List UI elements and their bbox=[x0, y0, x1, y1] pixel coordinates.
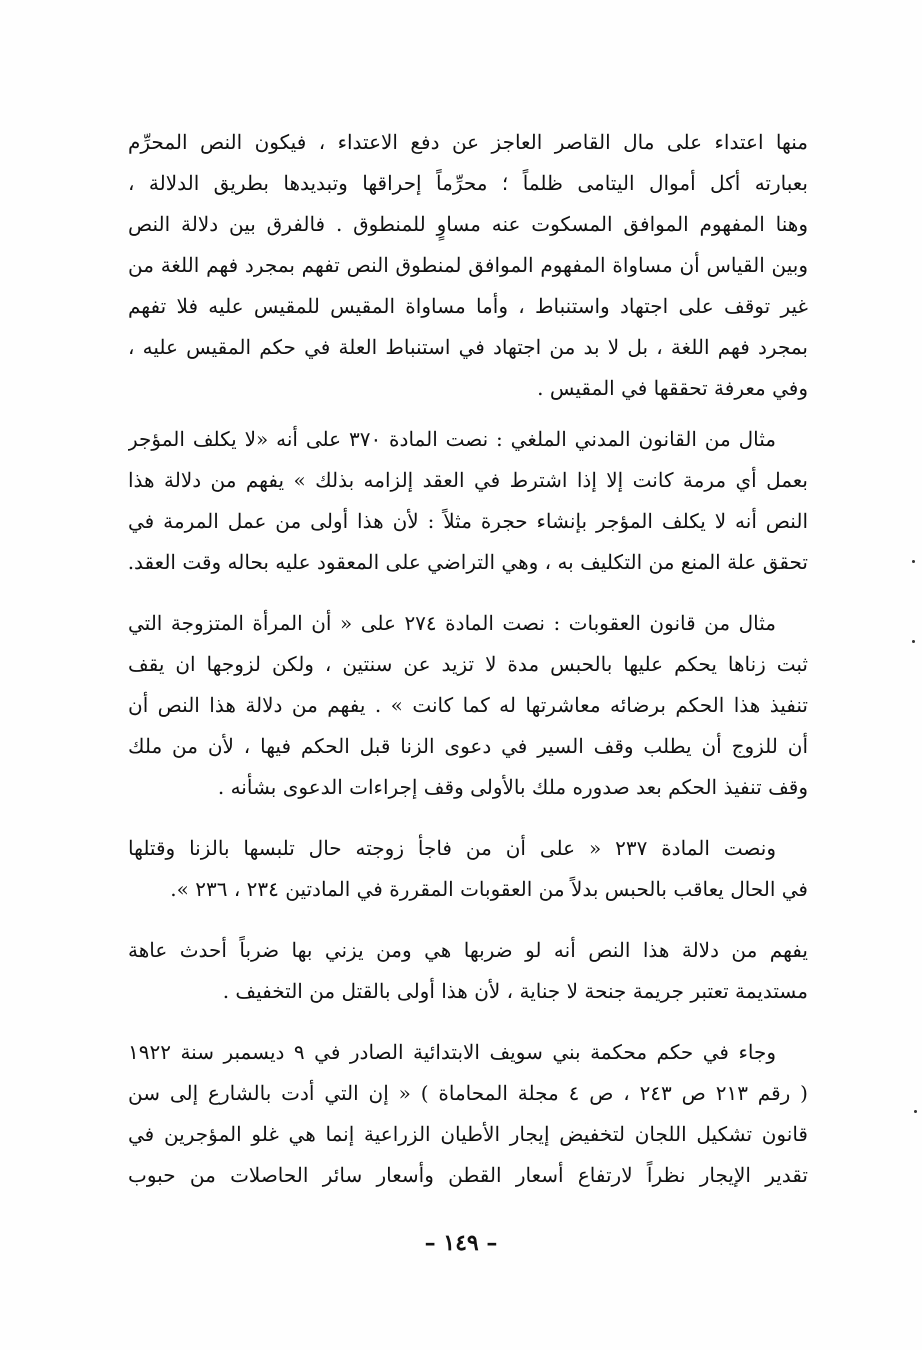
text-line: قانون تشكيل اللجان لتخفيض إيجار الأطيان الزراعية إنما هي غلو المؤجرين في bbox=[128, 1122, 808, 1146]
paragraph-3 bbox=[128, 603, 808, 808]
text-line: مستديمة تعتبر جريمة جنحة لا جناية ، لأن هذا أولى بالقتل من التخفيف . bbox=[222, 979, 808, 1003]
text-line: مثال من قانون العقوبات : نصت المادة ٢٧٤ على « أن المرأة المتزوجة التي bbox=[128, 611, 776, 635]
text-line: وجاء في حكم محكمة بني سويف الابتدائية الصادر في ٩ ديسمبر سنة ١٩٢٢ bbox=[128, 1040, 776, 1064]
text-line: يفهم من دلالة هذا النص أنه لو ضربها هي ومن يزني بها ضرباً أحدث عاهة bbox=[128, 938, 808, 962]
text-line: مثال من القانون المدني الملغي : نصت المادة ٣٧٠ على أنه «لا يكلف المؤجر bbox=[128, 427, 776, 451]
text-line: بعمل أي مرمة كانت إلا إذا اشترط في العقد إلزامه بذلك » يفهم من دلالة هذا bbox=[128, 468, 808, 492]
text-line: بعبارته أكل أموال اليتامى ظلماً ؛ محرِّماً إحراقها وتبديدها بطريق الدلالة ، bbox=[128, 171, 808, 195]
text-line: منها اعتداء على مال القاصر العاجز عن دفع الاعتداء ، فيكون النص المحرِّم bbox=[128, 130, 808, 154]
text-line: ( رقم ٢١٣ ص ٢٤٣ ، ص ٤ مجلة المحاماة ) « إن التي أدت بالشارع إلى سن bbox=[128, 1081, 808, 1105]
paragraph-4 bbox=[128, 828, 808, 910]
text-line: بمجرد فهم اللغة ، بل لا بد من اجتهاد في استنباط العلة في حكم المقيس عليه ، bbox=[128, 335, 808, 359]
text-line: وقف تنفيذ الحكم بعد صدوره ملك بالأولى وقف إجراءات الدعوى بشأنه . bbox=[217, 775, 808, 799]
text-line: تقدير الإيجار نظراً لارتفاع أسعار القطن وأسعار سائر الحاصلات من حبوب bbox=[128, 1163, 808, 1187]
body-text bbox=[128, 122, 808, 1196]
scan-speck bbox=[914, 1110, 917, 1113]
text-line: وهنا المفهوم الموافق المسكوت عنه مساوٍ للمنطوق . فالفرق بين دلالة النص bbox=[128, 212, 808, 236]
text-line: وبين القياس أن مساواة المفهوم الموافق لمنطوق النص تفهم بمجرد فهم اللغة من bbox=[128, 253, 808, 277]
paragraph-5 bbox=[128, 930, 808, 1012]
text-line: أن للزوج أن يطلب وقف السير في دعوى الزنا قبل الحكم فيها ، لأن من ملك bbox=[128, 734, 808, 758]
text-line: ونصت المادة ٢٣٧ « على أن من فاجأ زوجته حال تلبسها بالزنا وقتلها bbox=[128, 836, 776, 860]
paragraph-6 bbox=[128, 1032, 808, 1196]
text-line: وفي معرفة تحققها في المقيس . bbox=[537, 376, 808, 400]
text-line: تنفيذ هذا الحكم برضائه معاشرتها له كما كانت » . يفهم من دلالة هذا النص أن bbox=[128, 693, 808, 717]
text-line: تحقق علة المنع من التكليف به ، وهي التراضي على المعقود عليه بحاله وقت العقد. bbox=[128, 550, 808, 574]
paragraph-1 bbox=[128, 122, 808, 409]
text-line: النص أنه لا يكلف المؤجر بإنشاء حجرة مثلاً : لأن هذا أولى من عمل المرمة في bbox=[128, 509, 808, 533]
text-line: في الحال يعاقب بالحبس بدلاً من العقوبات المقررة في المادتين ٢٣٤ ، ٢٣٦ ». bbox=[170, 877, 808, 901]
scan-speck bbox=[912, 560, 915, 563]
page-number: – ١٤٩ – bbox=[424, 1230, 498, 1256]
text-line: غير توقف على اجتهاد واستنباط ، وأما مساواة المقيس للمقيس عليه فلا تفهم bbox=[128, 294, 808, 318]
scan-speck bbox=[912, 640, 915, 643]
paragraph-2 bbox=[128, 419, 808, 583]
text-line: ثبت زناها يحكم عليها بالحبس مدة لا تزيد عن سنتين ، ولكن لزوجها ان يقف bbox=[128, 652, 808, 676]
